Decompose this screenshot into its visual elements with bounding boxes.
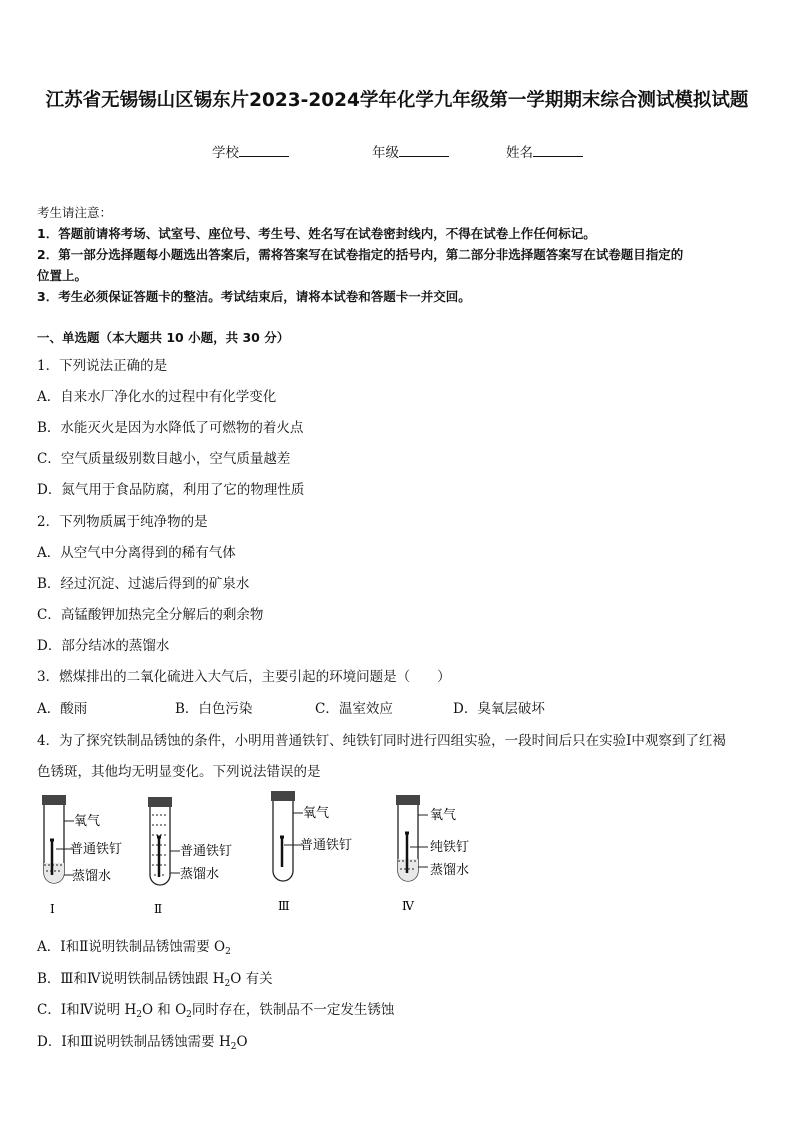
tube-3	[271, 791, 352, 913]
q4-option-a: A．Ⅰ和Ⅱ说明铁制品锈蚀需要 $O_2$	[37, 939, 231, 957]
tube-3-numeral: Ⅲ	[278, 899, 290, 913]
notice-item-1: 1．答题前请将考场、试室号、座位号、考生号、姓名写在试卷密封线内，不得在试卷上作任何标记。	[37, 226, 596, 241]
name-blank	[533, 144, 583, 157]
tube-2-stopper	[148, 797, 172, 807]
tube-2-numeral: Ⅱ	[154, 902, 163, 916]
q4-option-c: C．Ⅰ和Ⅳ说明 $H_2O$ 和 $O_2$同时存在，铁制品不一定发生锈蚀	[37, 1002, 395, 1020]
grade-field	[372, 141, 449, 161]
tube-3-label-1: 氧气	[303, 806, 330, 821]
school-label: 学校	[212, 145, 239, 161]
notice-item-2: 2．第一部分选择题每小题选出答案后，需将答案写在试卷指定的括号内，第二部分非选择题答案写在试卷题目指定的	[37, 247, 684, 262]
school-field	[212, 141, 289, 161]
notice-item-2-cont: 位置上。	[37, 268, 88, 283]
q4-option-d: D．Ⅰ和Ⅲ说明铁制品锈蚀需要 $H_2O$	[37, 1034, 248, 1052]
grade-blank	[399, 144, 449, 157]
tube-4-stopper	[396, 795, 420, 805]
q3-option-c: C．温室效应	[315, 701, 393, 717]
q3-option-a: A．酸雨	[37, 701, 88, 717]
q4-figure	[30, 785, 480, 925]
tube-1-label-3: 蒸馏水	[72, 869, 112, 884]
notice-heading: 考生请注意：	[37, 205, 113, 220]
name-label: 姓名	[506, 145, 533, 161]
grade-label: 年级	[372, 145, 399, 161]
tube-4-label-2: 纯铁钉	[430, 840, 470, 855]
section-heading: 一、单选题（本大题共 10 小题，共 30 分）	[37, 330, 290, 345]
q2-option-b: B．经过沉淀、过滤后得到的矿泉水	[37, 576, 250, 592]
tube-4-label-1: 氧气	[430, 808, 457, 823]
tube-1	[42, 795, 122, 916]
tube-1-water	[44, 863, 64, 883]
tube-3-label-2: 普通铁钉	[300, 838, 353, 853]
q4-option-b: B．Ⅲ和Ⅳ说明铁制品锈蚀跟 $H_2O$ 有关	[37, 971, 273, 989]
q4-stem-line1: 4．为了探究铁制品锈蚀的条件，小明用普通铁钉、纯铁钉同时进行四组实验，一段时间后只在实验Ⅰ中观察到了红褐	[37, 733, 726, 749]
q4-stem-line2: 色锈斑，其他均无明显变化。下列说法错误的是	[37, 764, 321, 780]
q1-option-a: A．自来水厂净化水的过程中有化学变化	[37, 389, 277, 405]
tube-3-stopper	[271, 791, 295, 801]
q2-option-d: D．部分结冰的蒸馏水	[37, 638, 170, 654]
q1-option-b: B．水能灭火是因为水降低了可燃物的着火点	[37, 420, 304, 436]
tube-2	[148, 797, 232, 916]
tube-4-numeral: Ⅳ	[402, 899, 414, 913]
q1-option-c: C．空气质量级别数目越小，空气质量越差	[37, 451, 291, 467]
tube-1-label-1: 氧气	[74, 814, 101, 829]
tube-4	[396, 795, 469, 913]
q3-option-b: B．白色污染	[175, 701, 253, 717]
q1-stem: 1．下列说法正确的是	[37, 358, 168, 374]
tube-2-label-1: 普通铁钉	[180, 844, 233, 859]
q2-stem: 2．下列物质属于纯净物的是	[37, 514, 208, 530]
tube-1-label-2: 普通铁钉	[70, 842, 123, 857]
q2-option-c: C．高锰酸钾加热完全分解后的剩余物	[37, 607, 264, 623]
tube-1-numeral: Ⅰ	[50, 902, 55, 916]
tube-1-stopper	[42, 795, 66, 805]
tube-4-label-3: 蒸馏水	[430, 863, 470, 878]
q3-option-d: D．臭氧层破坏	[453, 701, 545, 717]
q1-option-d: D．氮气用于食品防腐，利用了它的物理性质	[37, 482, 305, 498]
school-blank	[239, 144, 289, 157]
name-field	[506, 141, 583, 161]
exam-title: 江苏省无锡锡山区锡东片2023-2024学年化学九年级第一学期期末综合测试模拟试题	[45, 90, 749, 111]
notice-item-3: 3．考生必须保证答题卡的整洁。考试结束后，请将本试卷和答题卡一并交回。	[37, 289, 471, 304]
tube-2-label-2: 蒸馏水	[180, 867, 220, 882]
q3-stem: 3．燃煤排出的二氧化硫进入大气后，主要引起的环境问题是（ ）	[37, 669, 451, 685]
q2-option-a: A．从空气中分离得到的稀有气体	[37, 545, 236, 561]
